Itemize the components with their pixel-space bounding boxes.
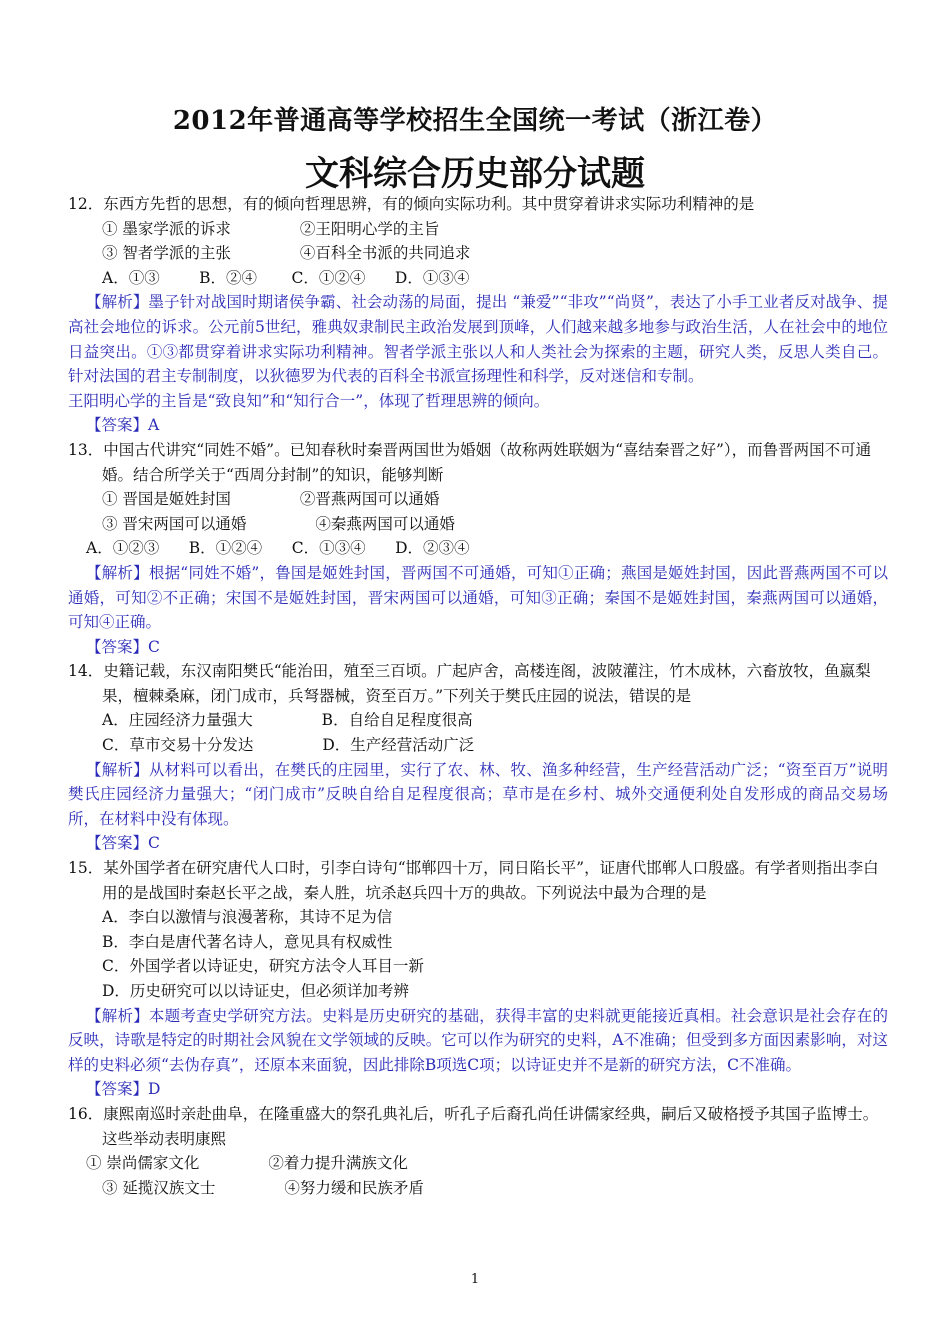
option-row: ③ 智者学派的主张 ④百科全书派的共同追求: [102, 244, 471, 263]
question-stem: 12．东西方先哲的思想，有的倾向哲理思辨，有的倾向实际功利。其中贯穿着讲求实际功利精神的是: [68, 195, 755, 213]
question-stem: 15．某外国学者在研究唐代人口时，引李白诗句“邯郸四十万，同日陷长平”，证唐代邯郸人口殷盛。有学者则指出李白用的是战国时秦赵长平之战，秦人胜，坑杀赵兵四十万的典故。下列说法中最为合理的是: [68, 859, 879, 902]
option-b: B．李白是唐代著名诗人，意见具有权威性: [102, 932, 393, 951]
question-12: [68, 192, 888, 438]
option-row: A．庄园经济力量强大 B．自给自足程度很高: [102, 711, 473, 730]
question-13: [68, 438, 888, 659]
option-row: ③ 延揽汉族文士 ④努力缓和民族矛盾: [102, 1178, 424, 1197]
answer-choices: A．①②③ B．①②④ C．①③④ D．②③④: [86, 539, 470, 558]
question-15: [68, 856, 888, 1102]
question-list: [68, 192, 888, 1200]
option-row: ① 崇尚儒家文化 ②着力提升满族文化: [86, 1154, 408, 1173]
option-row: ① 晋国是姬姓封国 ②晋燕两国可以通婚: [102, 490, 440, 509]
question-stem: 16．康熙南巡时亲赴曲阜，在隆重盛大的祭孔典礼后，听孔子后裔孔尚任讲儒家经典，嗣后又破格授予其国子监博士。这些举动表明康熙: [68, 1104, 879, 1148]
question-14: [68, 659, 888, 856]
answer-label: 【答案】C: [86, 637, 160, 656]
option-row: C．草市交易十分发达 D．生产经营活动广泛: [102, 736, 475, 755]
analysis-text: 【解析】墨子针对战国时期诸侯争霸、社会动荡的局面，提出 “兼爱”“非攻”“尚贤”，表达了小手工业者反对战争、提高社会地位的诉求。公元前5世纪，雅典奴隶制民主政治发展到顶峰，人们越来越多地参与政治生活，人在社会中的地位日益突出。①③都贯穿着讲求实际功利精神。智者学派主张以人和人类社会为探索的主题，研究人类，反思人类自己。针对法国的君主专制制度，以狄德罗为代表的百科全书派宣扬理性和科学，反对迷信和专制。: [68, 293, 888, 386]
analysis-text: 【解析】本题考查史学研究方法。史料是历史研究的基础，获得丰富的史料就更能接近真相。社会意识是社会存在的反映，诗歌是特定的时期社会风貌在文学领域的反映。它可以作为研究的史料，A不准确；但受到多方面因素影响，对这样的史料必须“去伪存真”，还原本来面貌，因此排除B项选C项；以诗证史并不是新的研究方法，C不准确。: [68, 1006, 888, 1074]
answer-choices: A．①③ B．②④ C．①②④ D．①③④: [102, 268, 470, 287]
question-16: [68, 1102, 888, 1200]
option-d: D．历史研究可以以诗证史，但必须详加考辨: [102, 982, 409, 1000]
analysis-text: 王阳明心学的主旨是“致良知”和“知行合一”，体现了哲理思辨的倾向。: [68, 391, 550, 410]
answer-label: 【答案】C: [86, 834, 160, 853]
question-stem: 14．史籍记载，东汉南阳樊氏“能治田，殖至三百顷。广起庐舍，高楼连阁，波陂灌注，竹木成林，六畜放牧，鱼嬴梨果，檀棘桑麻，闭门成市，兵弩器械，资至百万。”下列关于樊氏庄园的说法，错误的是: [68, 662, 871, 705]
answer-label: 【答案】D: [86, 1080, 161, 1099]
answer-label: 【答案】A: [86, 416, 160, 435]
option-a: A．李白以激情与浪漫著称，其诗不足为信: [102, 908, 393, 927]
exam-title: 2012年普通高等学校招生全国统一考试（浙江卷）: [172, 106, 778, 136]
option-row: ③ 晋宋两国可以通婚 ④秦燕两国可以通婚: [102, 514, 455, 533]
analysis-text: 【解析】根据“同姓不婚”，鲁国是姬姓封国，晋两国不可通婚，可知①正确；燕国是姬姓封国，因此晋燕两国不可以通婚，可知②不正确；宋国不是姬姓封国，晋宋两国可以通婚，可知③正确；秦国不是姬姓封国，秦燕两国可以通婚，可知④正确。: [68, 563, 888, 632]
option-row: ① 墨家学派的诉求 ②王阳明心学的主旨: [102, 219, 440, 238]
question-stem: 13．中国古代讲究“同姓不婚”。已知春秋时秦晋两国世为婚姻（故称两姓联姻为“喜结秦晋之好”），而鲁晋两国不可通婚。结合所学关于“西周分封制”的知识，能够判断: [68, 440, 872, 484]
option-c: C．外国学者以诗证史，研究方法令人耳目一新: [102, 957, 424, 976]
page-number: 1: [470, 1272, 480, 1287]
analysis-text: 【解析】从材料可以看出，在樊氏的庄园里，实行了农、林、牧、渔多种经营，生产经营活动广泛；“资至百万”说明樊氏庄园经济力量强大；“闭门成市”反映自给自足程度很高；草市是在乡村、城外交通便利处自发形成的商品交易场所，在材料中没有体现。: [68, 760, 888, 828]
exam-subtitle: 文科综合历史部分试题: [305, 154, 645, 194]
